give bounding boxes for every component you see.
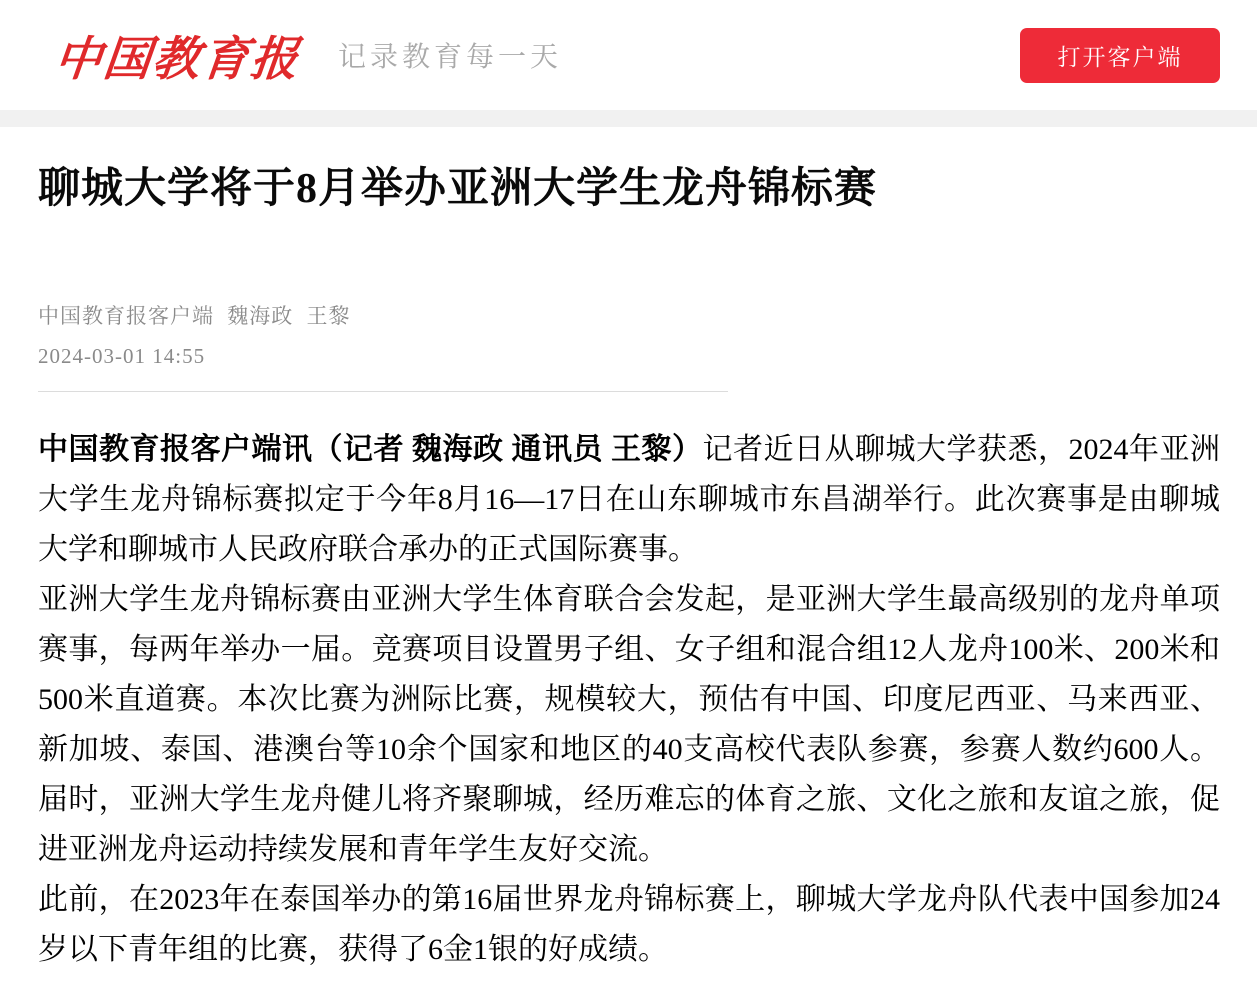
- site-logo[interactable]: 中国教育报: [51, 33, 303, 86]
- article: [0, 127, 1257, 975]
- paragraph-text: 亚洲大学生龙舟锦标赛由亚洲大学生体育联合会发起，是亚洲大学生最高级别的龙舟单项赛事，每两年举办一届。竞赛项目设置男子组、女子组和混合组12人龙舟100米、200米和500米直道赛。本次比赛为洲际比赛，规模较大，预估有中国、印度尼西亚、马来西亚、新加坡、泰国、港澳台等10余个国家和地区的40支高校代表队参赛，参赛人数约600人。届时，亚洲大学生龙舟健儿将齐聚聊城，经历难忘的体育之旅、文化之旅和友谊之旅，促进亚洲龙舟运动持续发展和青年学生友好交流。: [38, 583, 1220, 867]
- paragraph: [38, 425, 1220, 575]
- header-separator-band: [0, 110, 1257, 127]
- paragraph-lead: 中国教育报客户端讯（记者 魏海政 通讯员 王黎）: [38, 433, 703, 467]
- paragraph-text: 记者近日从聊城大学获悉，2024年亚洲大学生龙舟锦标赛拟定于今年8月16—17日在山东聊城市东昌湖举行。此次赛事是由聊城大学和聊城市人民政府联合承办的正式国际赛事。: [38, 433, 1220, 567]
- publish-datetime: 2024-03-01 14:55: [38, 344, 206, 369]
- open-client-button[interactable]: 打开客户端: [1020, 28, 1220, 83]
- site-tagline: 记录教育每一天: [338, 42, 563, 73]
- article-byline: 中国教育报客户端 魏海政 王黎: [38, 304, 351, 329]
- header: [0, 0, 1257, 110]
- article-title: 聊城大学将于8月举办亚洲大学生龙舟锦标赛: [38, 166, 878, 212]
- byline-divider: [38, 391, 728, 392]
- article-body: [38, 425, 1220, 975]
- paragraph-text: 此前，在2023年在泰国举办的第16届世界龙舟锦标赛上，聊城大学龙舟队代表中国参加24岁以下青年组的比赛，获得了6金1银的好成绩。: [38, 883, 1220, 967]
- paragraph: [38, 875, 1220, 975]
- paragraph: [38, 575, 1220, 875]
